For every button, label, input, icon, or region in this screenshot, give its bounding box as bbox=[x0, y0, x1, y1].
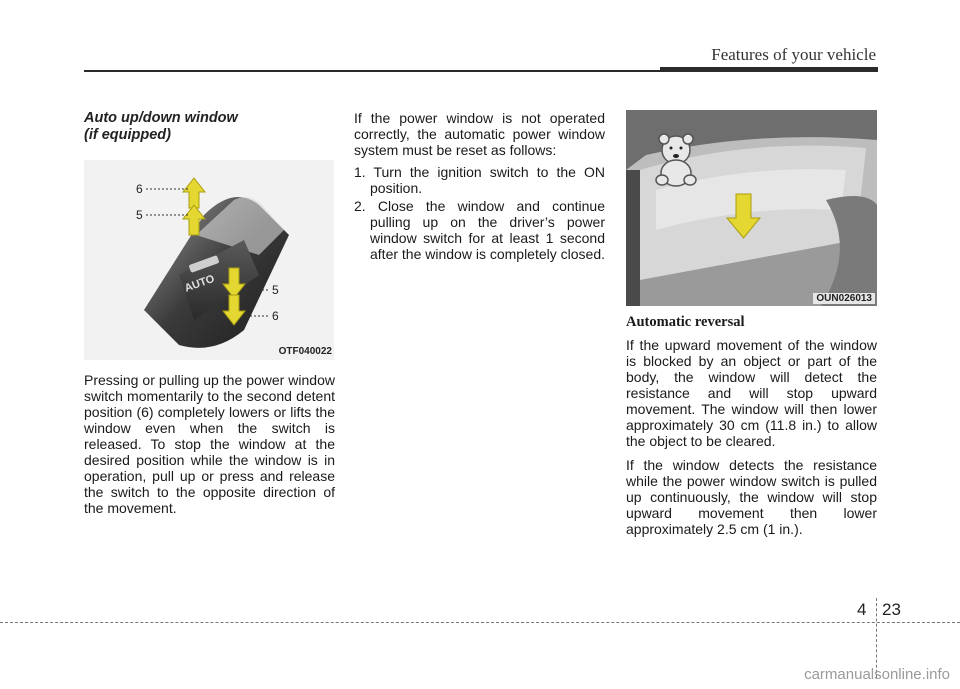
list-item: 2. Close the window and continue pulling up on the driver’s power window switch for at least 1 second after the window is completely closed. bbox=[354, 198, 605, 262]
header-title: Features of your vehicle bbox=[711, 45, 876, 64]
chapter-number: 4 bbox=[857, 600, 867, 619]
reset-steps-list bbox=[354, 164, 605, 262]
list-item: 1. Turn the ignition switch to the ON position. bbox=[354, 164, 605, 196]
paragraph-reversal-1: If the upward movement of the window is blocked by an object or part of the body, the window will detect the resistance and will stop upward movement. The window will then lower approximately 30 cm (11.8 in.) to allow the object to be cleared. bbox=[626, 337, 877, 449]
watermark: carmanualsonline.info bbox=[804, 666, 950, 683]
up-arrow-6 bbox=[183, 178, 205, 208]
auto-button-label: AUTO bbox=[183, 272, 217, 295]
label-6-top: 6 bbox=[136, 182, 143, 196]
section-title-line2: (if equipped) bbox=[84, 127, 171, 143]
subhead-automatic-reversal: Automatic reversal bbox=[626, 314, 745, 330]
page-number: 23 bbox=[882, 600, 901, 619]
label-5-top: 5 bbox=[136, 208, 143, 222]
column-right bbox=[626, 110, 877, 537]
window-reversal-illustration bbox=[626, 110, 877, 306]
section-title-line1: Auto up/down window bbox=[84, 110, 238, 126]
column-left bbox=[84, 110, 335, 516]
window-reversal-figure bbox=[626, 110, 877, 306]
footer-rule bbox=[0, 622, 960, 623]
label-6-bottom: 6 bbox=[272, 309, 279, 323]
figure-caption: OTF040022 bbox=[278, 346, 332, 357]
paragraph-reset-intro: If the power window is not operated correctly, the automatic power window system must be reset as follows: bbox=[354, 110, 605, 158]
section-title bbox=[84, 110, 335, 144]
column-middle bbox=[354, 110, 605, 264]
header-rule-accent bbox=[660, 67, 878, 72]
switch-housing bbox=[144, 197, 289, 348]
window-switch-figure bbox=[84, 160, 334, 360]
paragraph-reversal-2: If the window detects the resistance while the power window switch is pulled up continuously, the window will stop upward movement then lower approximately 2.5 cm (1 in.). bbox=[626, 457, 877, 537]
paragraph-auto-updown: Pressing or pulling up the power window switch momentarily to the second detent position (6) completely lowers or lifts the window even when the switch is released. To stop the window at the desired position while the window is in operation, pull up or press and release the switch to the opposite direction of the movement. bbox=[84, 372, 335, 516]
window-switch-illustration bbox=[84, 160, 334, 360]
figure-caption: OUN026013 bbox=[813, 293, 875, 304]
label-5-bottom: 5 bbox=[272, 283, 279, 297]
